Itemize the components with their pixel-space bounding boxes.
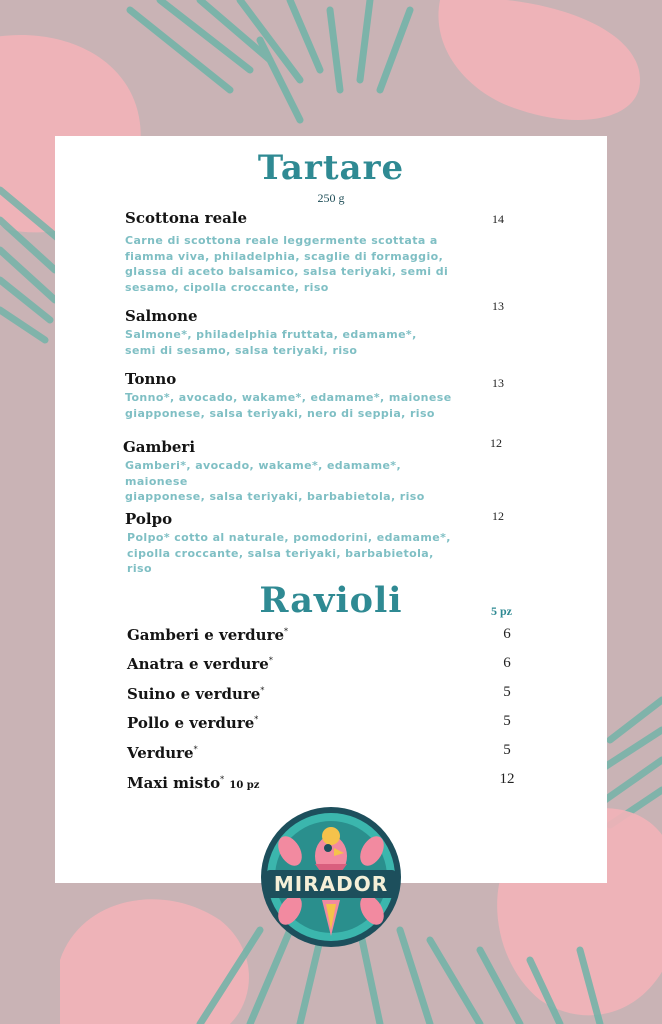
ravioli-item-price: 12	[499, 771, 515, 787]
ravioli-item-name: Gamberi e verdure*	[127, 626, 289, 644]
menu-item-description: Polpo* cotto al naturale, pomodorini, edamame*, cipolla croccante, salsa teriyaki, barbabietola, riso	[127, 531, 451, 576]
menu-item-description: Gamberi*, avocado, wakame*, edamame*, maionese giapponese, salsa teriyaki, barbabietola, riso	[125, 459, 425, 504]
ravioli-item-name: Verdure*	[127, 744, 198, 762]
palm-fronds-top	[130, 0, 410, 120]
section-title-tartare: Tartare	[257, 148, 405, 188]
menu-item-description: Carne di scottona reale leggermente scottata a fiamma viva, philadelphia, scaglie di formaggio, glassa di aceto balsamico, salsa teriyaki, semi di sesamo, cipolla croccante, riso	[125, 234, 449, 294]
section-title-ravioli: Ravioli	[259, 580, 403, 621]
menu-item-price: 12	[490, 436, 502, 450]
ravioli-item-price: 5	[503, 684, 511, 700]
menu-item-name: Salmone	[125, 307, 198, 325]
menu-item-description: Tonno*, avocado, wakame*, edamame*, maionese giapponese, salsa teriyaki, nero di seppia, riso	[125, 391, 452, 420]
ravioli-item-price: 5	[503, 713, 511, 729]
ravioli-item-price: 6	[503, 626, 511, 642]
monstera-leaf-bottom-left	[60, 899, 249, 1024]
ravioli-item-name: Pollo e verdure*	[127, 714, 259, 732]
menu-item-price: 13	[492, 376, 504, 390]
mirador-logo	[260, 806, 402, 948]
logo-text: MIRADOR	[273, 872, 389, 896]
tartare-weight: 250 g	[317, 191, 345, 205]
ravioli-item-name: Suino e verdure*	[127, 685, 265, 703]
ravioli-item-price: 5	[503, 742, 511, 758]
menu-item-name: Polpo	[125, 510, 173, 528]
menu-item-price: 13	[492, 299, 504, 313]
palm-fronds-right	[600, 700, 662, 825]
monstera-leaf-top-right	[438, 0, 640, 120]
menu-item-description: Salmone*, philadelphia fruttata, edamame*, semi di sesamo, salsa teriyaki, riso	[125, 328, 417, 357]
menu-item-name: Gamberi	[123, 438, 196, 456]
menu-item-price: 12	[492, 509, 504, 523]
menu-card	[55, 136, 607, 883]
menu-item-name: Scottona reale	[125, 209, 248, 227]
ravioli-item-name: Anatra e verdure*	[127, 655, 273, 673]
ravioli-pieces: 5 pz	[491, 604, 512, 618]
menu-item-price: 14	[492, 212, 504, 226]
ravioli-item-name: Maxi misto* 10 pz	[127, 774, 260, 792]
menu-item-name: Tonno	[125, 370, 177, 388]
ravioli-item-price: 6	[503, 655, 511, 671]
